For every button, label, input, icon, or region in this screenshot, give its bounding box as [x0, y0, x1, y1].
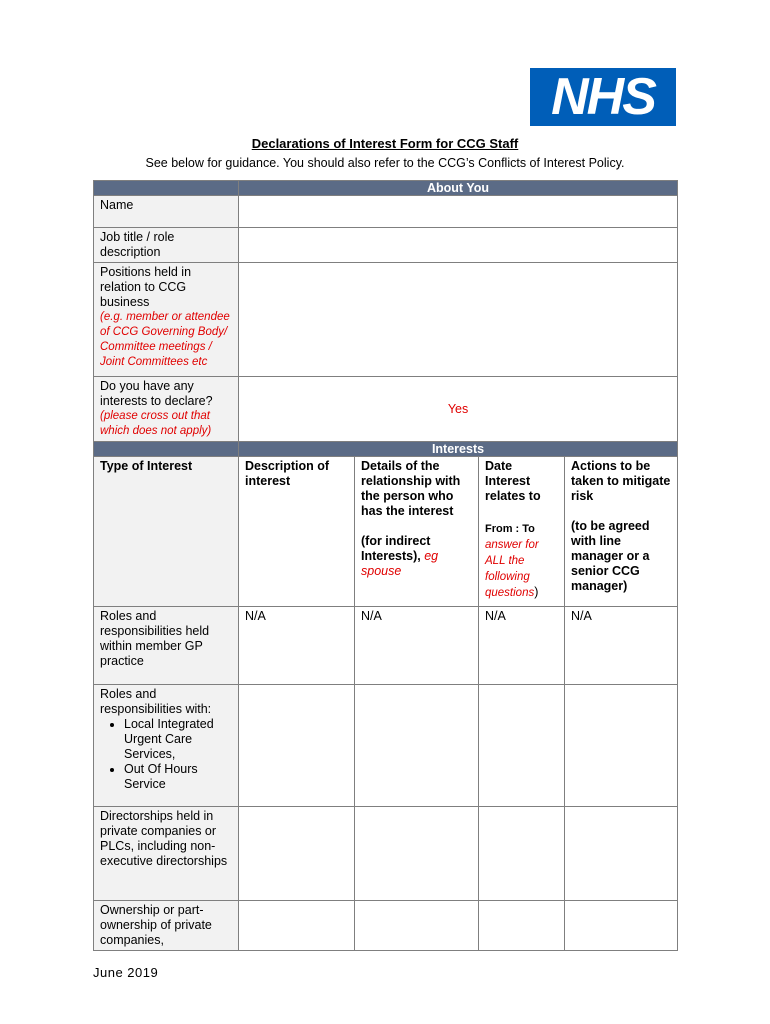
row-ownership-actions[interactable] — [565, 901, 678, 951]
row-gp-practice-label: Roles and responsibilities held within member GP practice — [94, 607, 239, 685]
row-ownership-date[interactable] — [479, 901, 565, 951]
bullet-item: • Out Of Hours Service — [124, 762, 232, 792]
form-title: Declarations of Interest Form for CCG Staff — [251, 136, 519, 151]
bullet-item: • Local Integrated Urgent Care Services, — [124, 717, 232, 762]
declare-value[interactable]: Yes — [239, 377, 678, 442]
row-directorships-date[interactable] — [479, 807, 565, 901]
col-date: Date Interest relates to From : To answer for ALL the following questions) — [479, 457, 565, 607]
interests-band: Interests — [239, 442, 678, 457]
row-urgent-actions[interactable] — [565, 685, 678, 807]
row-gp-description[interactable]: N/A — [239, 607, 355, 685]
row-gp-relationship[interactable]: N/A — [355, 607, 479, 685]
row-urgent-description[interactable] — [239, 685, 355, 807]
row-ownership-label: Ownership or part-ownership of private companies, — [94, 901, 239, 951]
declaration-form-table — [93, 180, 678, 951]
row-directorships-relationship[interactable] — [355, 807, 479, 901]
row-gp-actions[interactable]: N/A — [565, 607, 678, 685]
job-title-field[interactable] — [239, 228, 678, 263]
footer-date: June 2019 — [93, 965, 159, 980]
row-urgent-date[interactable] — [479, 685, 565, 807]
row-directorships-label: Directorships held in private companies or PLCs, including non-executive directorships — [94, 807, 239, 901]
row-urgent-relationship[interactable] — [355, 685, 479, 807]
form-subtitle: See below for guidance. You should also refer to the CCG’s Conflicts of Interest Policy. — [145, 156, 625, 170]
row-urgent-care-label: Roles and responsibilities with: • Local Integrated Urgent Care Services, • Out Of Hours Service — [94, 685, 239, 807]
col-actions: Actions to be taken to mitigate risk (to be agreed with line manager or a senior CCG manager) — [565, 457, 678, 607]
name-label: Name — [94, 196, 239, 228]
positions-label: Positions held in relation to CCG business (e.g. member or attendee of CCG Governing Body/ Committee meetings / Joint Committees etc — [94, 263, 239, 377]
nhs-logo: NHS — [530, 68, 676, 126]
col-type-of-interest: Type of Interest — [94, 457, 239, 607]
name-field[interactable] — [239, 196, 678, 228]
row-ownership-relationship[interactable] — [355, 901, 479, 951]
positions-hint: (e.g. member or attendee of CCG Governing Body/ Committee meetings / Joint Committees etc — [100, 311, 230, 368]
col-relationship: Details of the relationship with the person who has the interest (for indirect Interests), eg spouse — [355, 457, 479, 607]
row-ownership-description[interactable] — [239, 901, 355, 951]
col-description: Description of interest — [239, 457, 355, 607]
declare-hint: (please cross out that which does not apply) — [100, 410, 212, 437]
declare-label: Do you have any interests to declare? (please cross out that which does not apply) — [94, 377, 239, 442]
about-you-band: About You — [239, 181, 678, 196]
row-directorships-actions[interactable] — [565, 807, 678, 901]
job-title-label: Job title / role description — [94, 228, 239, 263]
row-gp-date[interactable]: N/A — [479, 607, 565, 685]
positions-field[interactable] — [239, 263, 678, 377]
row-directorships-description[interactable] — [239, 807, 355, 901]
